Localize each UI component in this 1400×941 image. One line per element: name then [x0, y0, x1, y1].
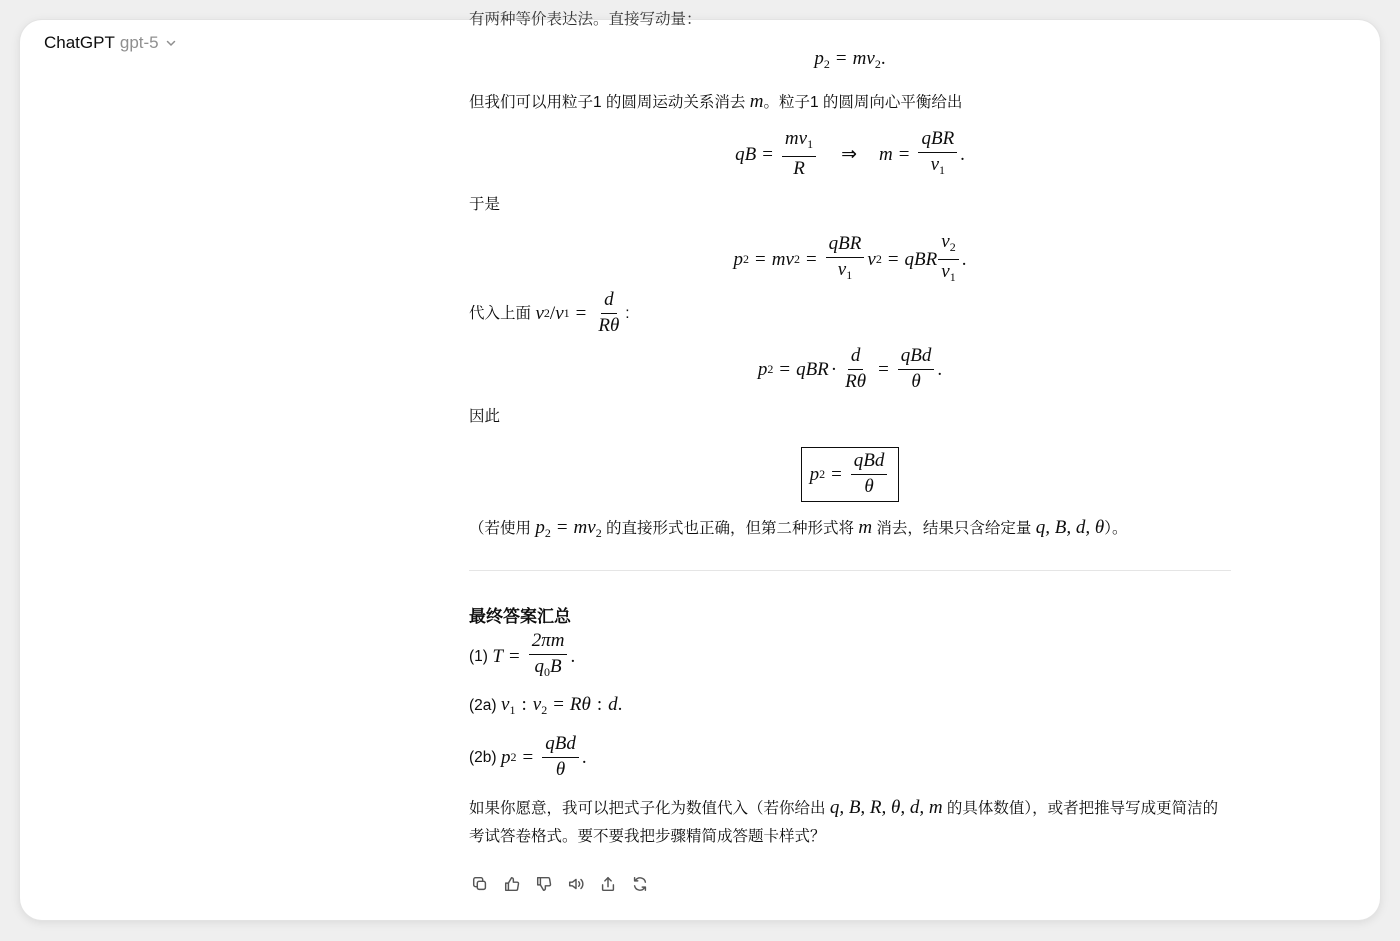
read-aloud-icon — [567, 875, 585, 893]
chat-window — [20, 11, 1380, 920]
equation-p2-substituted: p 2 = q B R · $\frac{d}{R\theta}$ = $\frac{\text{qBd}}{\theta}$ . — [757, 345, 943, 392]
equation-centripetal: q B = $\frac{mv_1}{R}$ ⇒ m = $\frac{\text{qBR}}{v_1}$ . — [735, 128, 965, 179]
regenerate-icon — [631, 875, 649, 893]
read-aloud-button[interactable] — [565, 873, 587, 895]
yushi-text: 于是 — [469, 196, 501, 213]
copy-icon — [471, 875, 489, 893]
summary-item-2a: (2a) $v_1$ : $v_2 = R\theta$ : d. — [469, 694, 623, 717]
brand-label: ChatGPT — [44, 33, 115, 52]
message-actions — [469, 873, 651, 895]
chevron-down-icon — [165, 37, 177, 49]
divider — [469, 570, 1231, 571]
summary-heading: 最终答案汇总 — [469, 607, 571, 626]
equation-p2-expanded: p 2 = m v 2 = $\frac{\text{qBR}}{v_1}$ v 2 = q B R $\frac{v_2}{v_1}$ . — [733, 231, 967, 284]
thumbs-down-icon — [535, 875, 553, 893]
thumbs-up-icon — [503, 875, 521, 893]
closing-paragraph: 如果你愿意，我可以把式子化为数值代入（若你给出 q, B, R, θ, d, m 的具体数值），或者把推导写成更简洁的考试答卷格式。要不要我把步骤精简成答题卡样式？ — [469, 797, 1219, 845]
summary-item-2b: (2b) p 2 = $\frac{\text{qBd}}{\theta}$ . — [469, 733, 587, 780]
yinci-text: 因此 — [469, 408, 501, 425]
note-text: （若使用 $p_2 = mv_2$ 的直接形式也正确，但第二种形式将 m 消去，结果只含给定量 q, B, d, θ）。 — [469, 517, 1128, 540]
substitute-text: 代入上面 v 2 / v 1 = $\frac{d}{R\theta}$ : — [469, 289, 630, 336]
partial-text-line: 有两种等价表达法。直接写动量： — [469, 11, 702, 28]
copy-button[interactable] — [469, 873, 491, 895]
eliminate-m-text: 但我们可以用粒子1 的圆周运动关系消去 m。粒子1 的圆周向心平衡给出 — [469, 91, 963, 112]
model-label: gpt-5 — [119, 33, 159, 52]
good-response-button[interactable] — [501, 873, 523, 895]
model-selector[interactable] — [44, 32, 177, 54]
equation-momentum-direct: $p_2 = mv_2$. — [814, 48, 886, 71]
share-icon — [599, 875, 617, 893]
summary-item-1: (1) T = $\frac{2\pi m}{q_0B}$ . — [469, 630, 576, 679]
bad-response-button[interactable] — [533, 873, 555, 895]
regenerate-button[interactable] — [629, 873, 651, 895]
share-button[interactable] — [597, 873, 619, 895]
boxed-final-equation: p 2 = $\frac{\text{qBd}}{\theta}$ — [469, 447, 1231, 502]
